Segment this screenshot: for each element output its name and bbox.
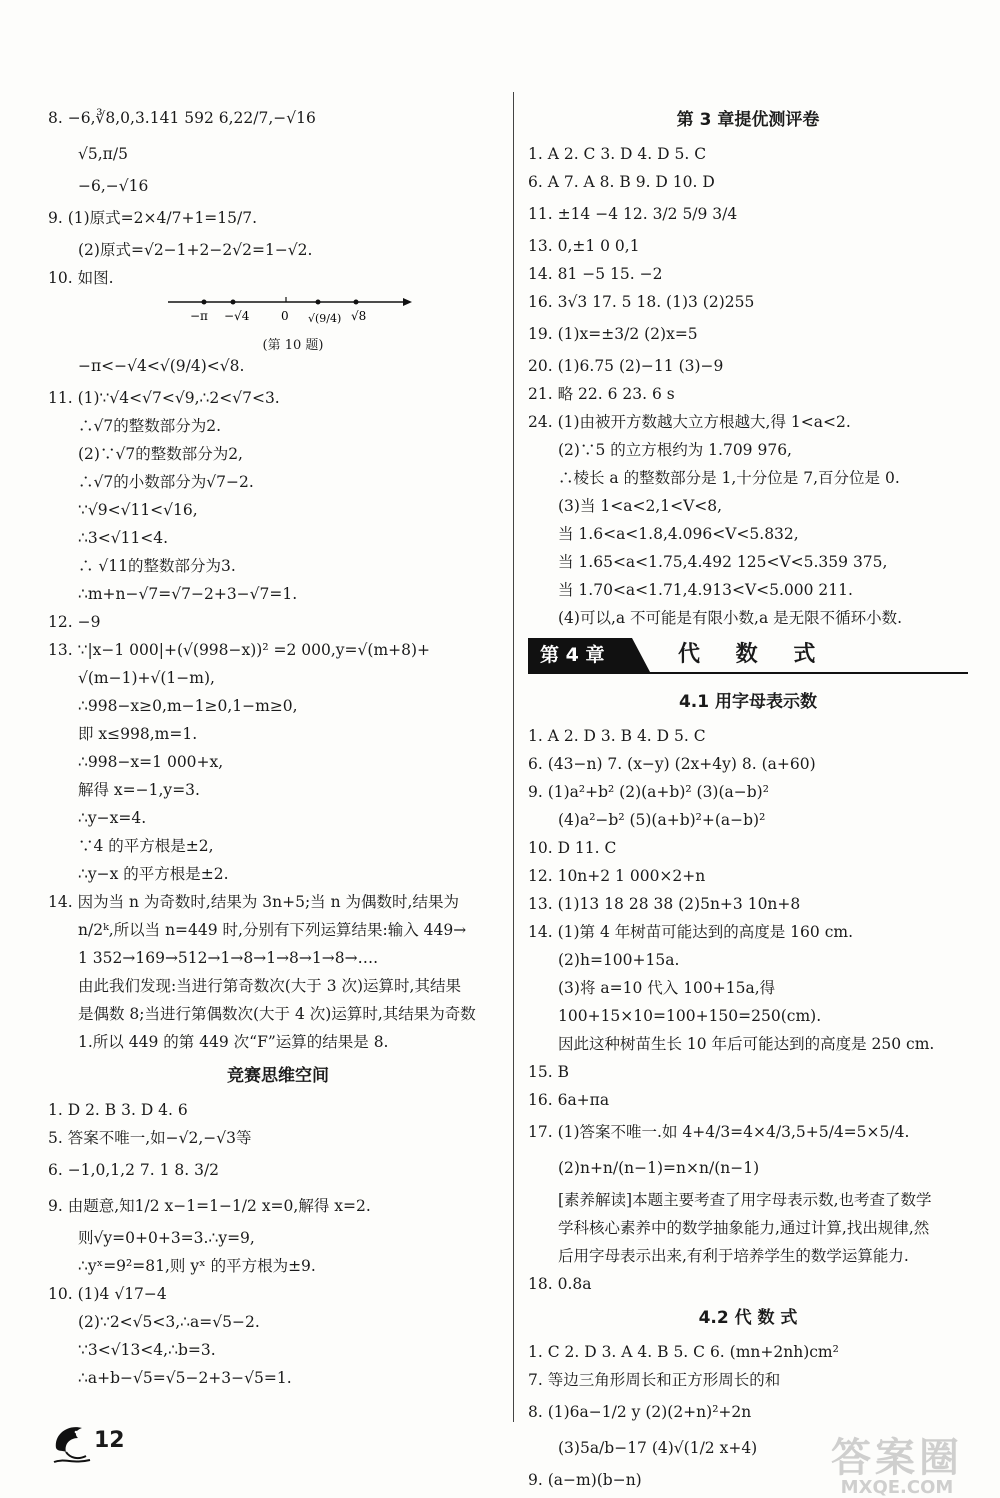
answer-line: 1 352→169→512→1→8→1→8→1→8→…. — [78, 949, 379, 967]
number-line-label: √(9/4) — [308, 312, 342, 325]
number-line-label: √8 — [351, 309, 367, 323]
answer-line: 8. −6,∛8,0,3.141 592 6,22/7,−√16 — [48, 109, 316, 127]
answer-line: 14. 因为当 n 为奇数时,结果为 3n+5;当 n 为偶数时,结果为 — [48, 893, 459, 911]
section-title: 4.2 代 数 式 — [698, 1308, 798, 1328]
answer-line: 1. A 2. C 3. D 4. D 5. C — [528, 145, 707, 163]
watermark-logo-text: 答案圈 — [831, 1435, 963, 1481]
answer-line: (3)当 1<a<2,1<V<8, — [558, 497, 723, 515]
figure-caption: (第 10 题) — [262, 338, 324, 353]
answer-line: ∴yˣ=9²=81,则 yˣ 的平方根为±9. — [78, 1257, 316, 1275]
answer-line: 即 x≤998,m=1. — [78, 725, 198, 743]
answer-line: 20. (1)6.75 (2)−11 (3)−9 — [528, 357, 724, 375]
answer-line: ∴√7的小数部分为√7−2. — [78, 473, 254, 491]
section-title: 第 3 章提优测评卷 — [676, 110, 820, 130]
answer-line: ∵4 的平方根是±2, — [78, 837, 214, 855]
right-column — [528, 100, 968, 1494]
answer-line: ∴998−x≥0,m−1≥0,1−m≥0, — [78, 697, 298, 715]
answer-line: 11. (1)∵√4<√7<√9,∴2<√7<3. — [48, 389, 280, 407]
answer-line: 14. (1)第 4 年树苗可能达到的高度是 160 cm. — [528, 923, 853, 941]
dolphin-logo-icon — [50, 1418, 94, 1470]
answer-line: 100+15×10=100+150=250(cm). — [558, 1007, 822, 1025]
answer-line: 12. 10n+2 1 000×2+n — [528, 867, 706, 885]
answer-line: 12. −9 — [48, 613, 101, 631]
answer-line: 16. 6a+πa — [528, 1091, 610, 1109]
number-line-label: 0 — [281, 309, 289, 323]
answer-line: 10. (1)4 √17−4 — [48, 1285, 167, 1303]
page-number: 12 — [94, 1428, 125, 1453]
answer-line: 当 1.65<a<1.75,4.492 125<V<5.359 375, — [558, 553, 888, 571]
answer-line: √(m−1)+√(1−m), — [78, 669, 215, 687]
number-line-label: −π — [190, 309, 208, 323]
answer-line: 当 1.6<a<1.8,4.096<V<5.832, — [558, 525, 799, 543]
answer-line: −6,−√16 — [78, 177, 149, 195]
number-line-figure — [168, 292, 508, 353]
answer-line: 1. C 2. D 3. A 4. B 5. C 6. (mn+2nh)cm² — [528, 1343, 839, 1361]
answer-line: 是偶数 8;当进行第偶数次(大于 4 次)运算时,其结果为奇数 — [78, 1005, 476, 1023]
answer-line: 1.所以 449 的第 449 次“F”运算的结果是 8. — [78, 1033, 389, 1051]
answer-line: ∴3<√11<4. — [78, 529, 169, 547]
answer-line: √5,π/5 — [78, 145, 128, 163]
answer-line: 21. 略 22. 6 23. 6 s — [528, 385, 675, 403]
answer-line: 8. (1)6a−1/2 y (2)(2+n)²+2n — [528, 1403, 752, 1421]
answer-line: (3)5a/b−17 (4)√(1/2 x+4) — [558, 1439, 758, 1457]
answer-line: 19. (1)x=±3/2 (2)x=5 — [528, 325, 698, 343]
answer-line: (4)a²−b² (5)(a+b)²+(a−b)² — [558, 811, 766, 829]
answer-line: 由此我们发现:当进行第奇数次(大于 3 次)运算时,其结果 — [78, 977, 461, 995]
answer-line: 13. ∵|x−1 000|+(√(998−x))² =2 000,y=√(m+8)+ — [48, 641, 431, 659]
answer-line: 9. (1)原式=2×4/7+1=15/7. — [48, 209, 258, 227]
answer-line: 解得 x=−1,y=3. — [78, 781, 200, 799]
answer-line: ∴ √11的整数部分为3. — [78, 557, 236, 575]
answer-line: 13. 0,±1 0 0,1 — [528, 237, 640, 255]
answer-line: 则√y=0+0+3=3.∴y=9, — [78, 1229, 255, 1247]
answer-line: (4)可以,a 不可能是有限小数,a 是无限不循环小数. — [558, 609, 903, 627]
watermark-url: MXQE.COM — [840, 1477, 954, 1498]
answer-line: (2)∵5 的立方根约为 1.709 976, — [558, 441, 792, 459]
answer-line: 18. 0.8a — [528, 1275, 592, 1293]
column-divider — [513, 92, 514, 1422]
chapter-banner — [528, 638, 968, 674]
answer-line: 10. 如图. — [48, 269, 114, 287]
answer-line: 学科核心素养中的数学抽象能力,通过计算,找出规律,然 — [558, 1219, 930, 1237]
answer-line: 7. 等边三角形周长和正方形周长的和 — [528, 1371, 781, 1389]
chapter-title: 代 数 式 — [678, 642, 830, 667]
answer-line: n/2ᵏ,所以当 n=449 时,分别有下列运算结果:输入 449→ — [78, 921, 467, 939]
answer-line: ∴a+b−√5=√5−2+3−√5=1. — [78, 1369, 292, 1387]
answer-line: 17. (1)答案不唯一.如 4+4/3=4×4/3,5+5/4=5×5/4. — [528, 1123, 910, 1141]
answer-line: 13. (1)13 18 28 38 (2)5n+3 10n+8 — [528, 895, 801, 913]
section-title: 竞赛思维空间 — [227, 1066, 329, 1086]
answer-line: 后用字母表示出来,有利于培养学生的数学运算能力. — [558, 1247, 909, 1265]
answer-line: (2)n+n/(n−1)=n×n/(n−1) — [558, 1159, 760, 1177]
chapter-tab: 第 4 章 — [528, 638, 632, 672]
answer-line: 11. ±14 −4 12. 3/2 5/9 3/4 — [528, 205, 738, 223]
answer-line: ∴m+n−√7=√7−2+3−√7=1. — [78, 585, 298, 603]
answer-line: 6. A 7. A 8. B 9. D 10. D — [528, 173, 715, 191]
answer-line: (2)∵2<√5<3,∴a=√5−2. — [78, 1313, 260, 1331]
answer-line: ∴y−x=4. — [78, 809, 147, 827]
answer-line: 6. −1,0,1,2 7. 1 8. 3/2 — [48, 1161, 220, 1179]
section-title: 4.1 用字母表示数 — [678, 692, 818, 712]
answer-line: (2)原式=√2−1+2−2√2=1−√2. — [78, 241, 313, 259]
left-column — [48, 100, 508, 1392]
answer-line: 因此这种树苗生长 10 年后可能达到的高度是 250 cm. — [558, 1035, 935, 1053]
answer-line: 9. 由题意,知1/2 x−1=1−1/2 x=0,解得 x=2. — [48, 1197, 371, 1215]
answer-line: ∴棱长 a 的整数部分是 1,十分位是 7,百分位是 0. — [558, 469, 900, 487]
answer-line: 16. 3√3 17. 5 18. (1)3 (2)255 — [528, 293, 755, 311]
answer-line: (3)将 a=10 代入 100+15a,得 — [558, 979, 776, 997]
answer-line: 当 1.70<a<1.71,4.913<V<5.000 211. — [558, 581, 853, 599]
answer-line: 5. 答案不唯一,如−√2,−√3等 — [48, 1129, 252, 1147]
answer-line: 14. 81 −5 15. −2 — [528, 265, 663, 283]
answer-line: 1. A 2. D 3. B 4. D 5. C — [528, 727, 706, 745]
answer-line: (2)∵√7的整数部分为2, — [78, 445, 243, 463]
answer-line: 9. (a−m)(b−n) — [528, 1471, 642, 1489]
answer-line: (2)h=100+15a. — [558, 951, 680, 969]
number-line-svg — [168, 292, 418, 332]
answer-line: ∴√7的整数部分为2. — [78, 417, 222, 435]
answer-line: 15. B — [528, 1063, 569, 1081]
answer-line: 6. (43−n) 7. (x−y) (2x+4y) 8. (a+60) — [528, 755, 816, 773]
answer-line: ∴998−x=1 000+x, — [78, 753, 224, 771]
answer-line: −π<−√4<√(9/4)<√8. — [78, 357, 245, 375]
answer-line: ∴y−x 的平方根是±2. — [78, 865, 229, 883]
answer-line: 10. D 11. C — [528, 839, 617, 857]
answer-line: 1. D 2. B 3. D 4. 6 — [48, 1101, 188, 1119]
answer-line: ∵√9<√11<√16, — [78, 501, 198, 519]
watermark — [802, 1435, 992, 1498]
answer-line: 24. (1)由被开方数越大立方根越大,得 1<a<2. — [528, 413, 851, 431]
answer-line: 9. (1)a²+b² (2)(a+b)² (3)(a−b)² — [528, 783, 769, 801]
answer-line: ∵3<√13<4,∴b=3. — [78, 1341, 216, 1359]
answer-line: [素养解读]本题主要考查了用字母表示数,也考查了数学 — [558, 1191, 932, 1209]
number-line-label: −√4 — [224, 309, 250, 323]
